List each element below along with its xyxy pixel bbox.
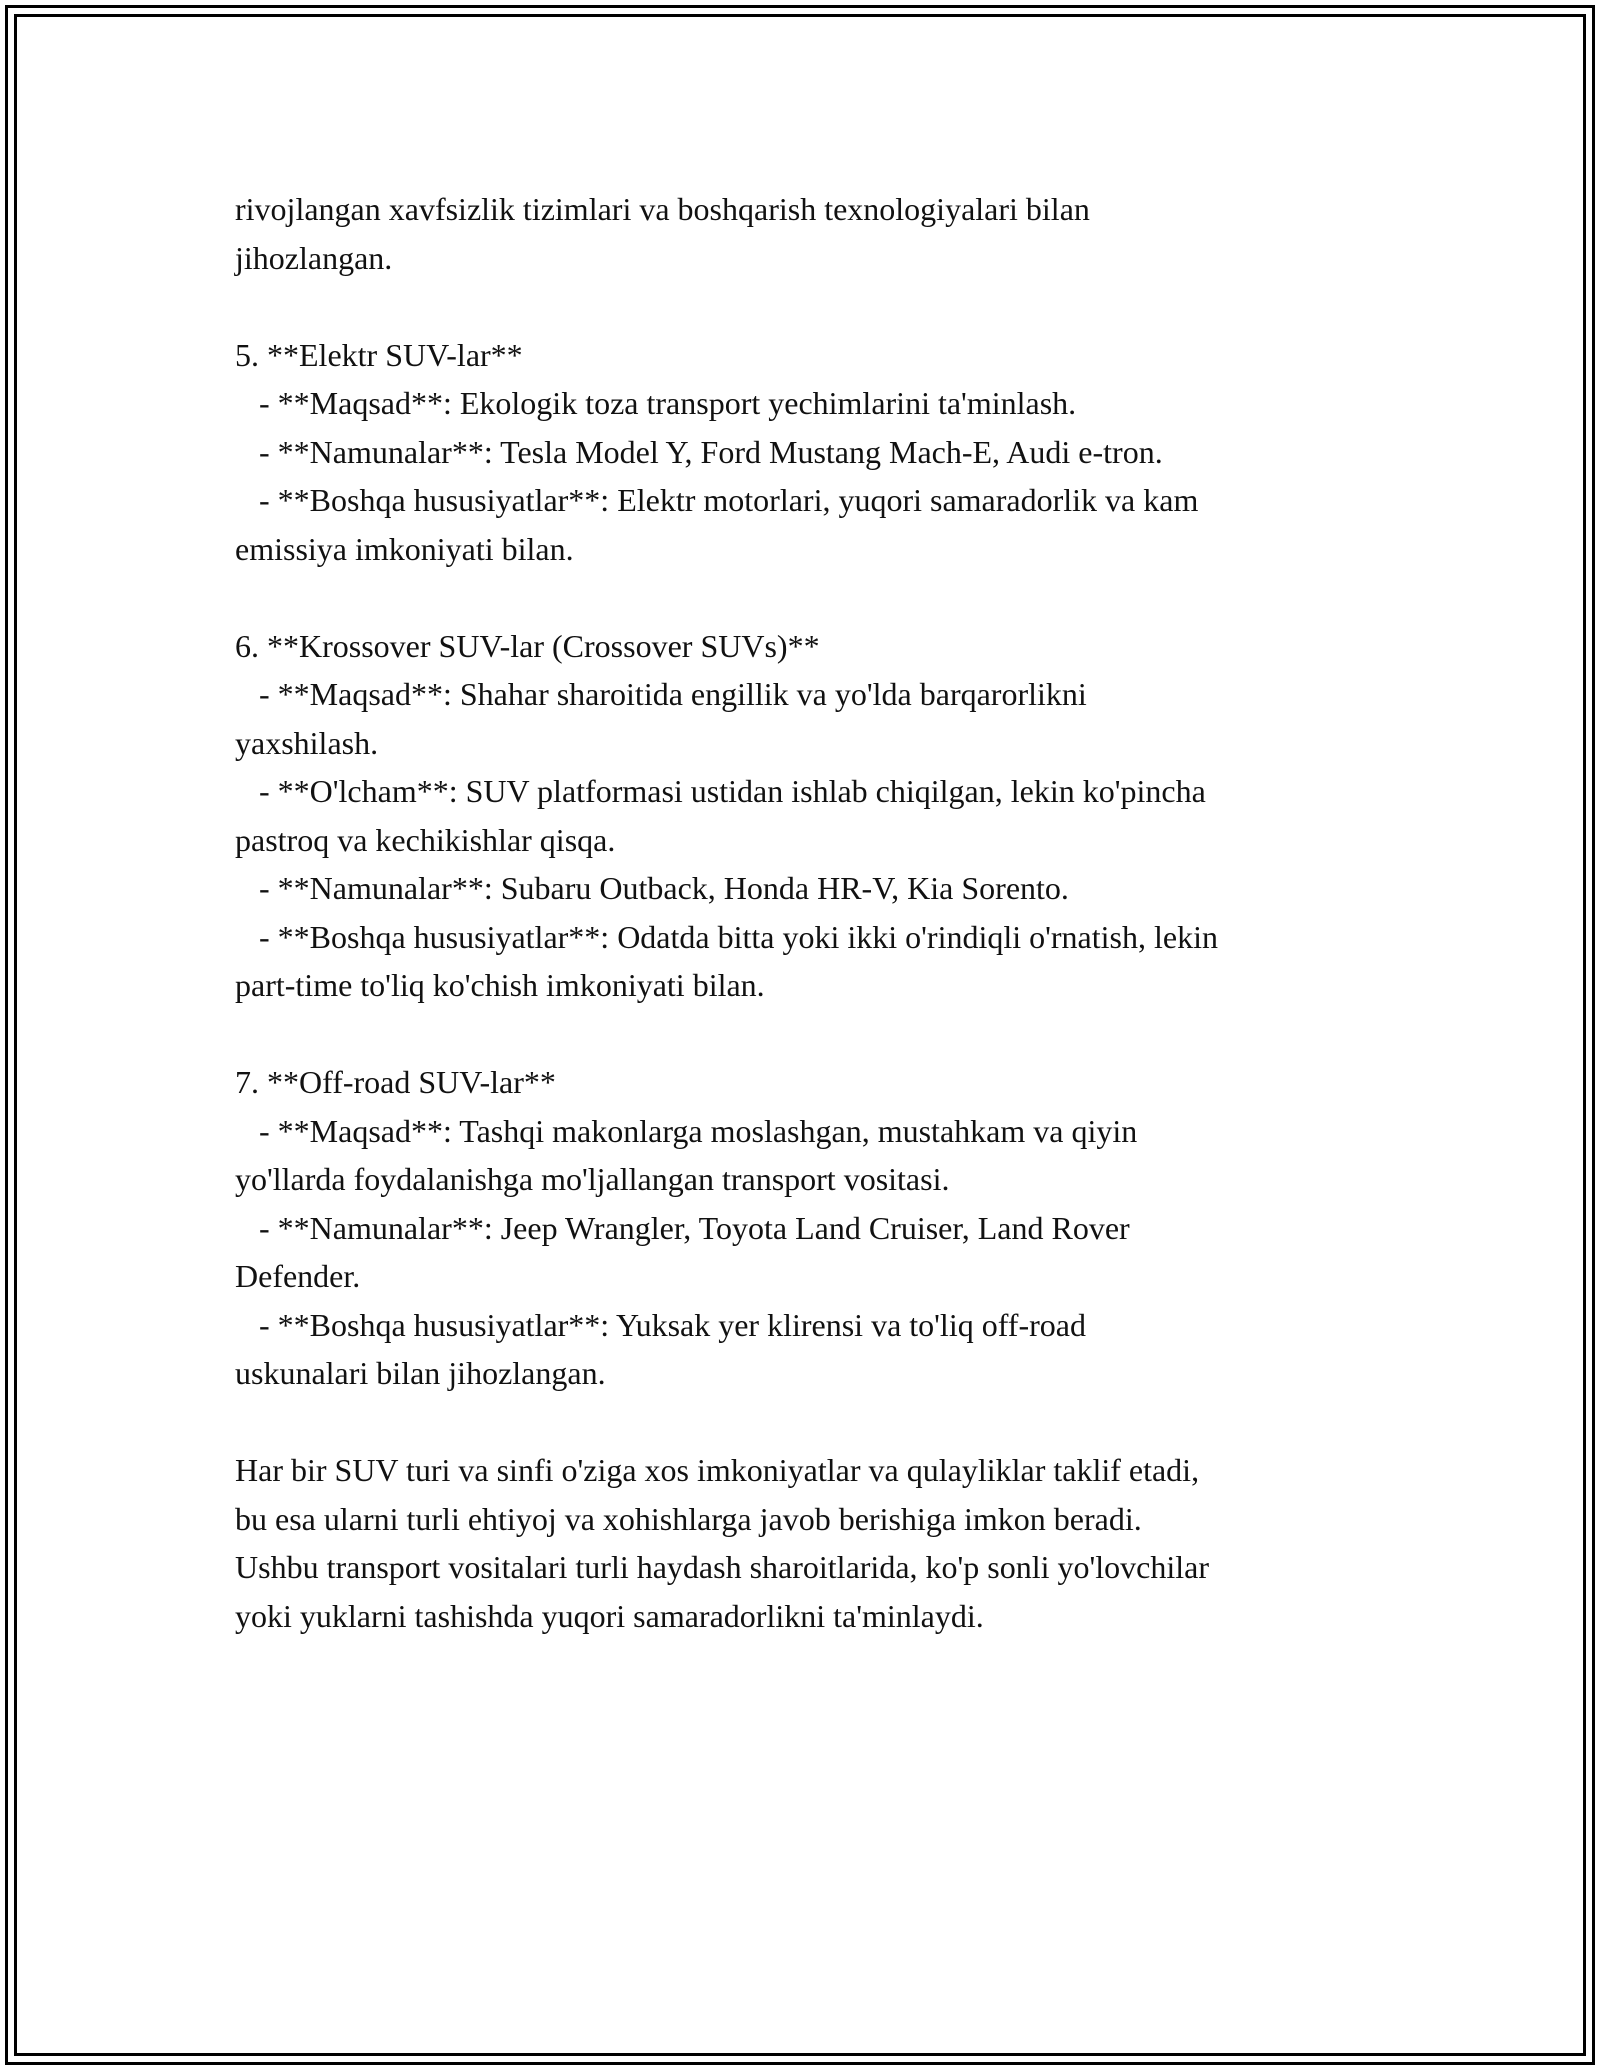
list-item: - **Namunalar**: Subaru Outback, Honda HR-V, Kia Sorento. [235,870,1069,906]
text-line: bu esa ularni turli ehtiyoj va xohishlarga javob berishiga imkon beradi. [235,1500,1142,1537]
paragraph-spacer [235,282,1405,331]
list-section-elektr-suv [235,331,1405,574]
closing-paragraph [235,1446,1405,1640]
list-item: - **Namunalar**: Jeep Wrangler, Toyota Land Cruiser, Land Rover [235,1209,1130,1246]
list-section-krossover-suv [235,622,1405,1010]
section-heading: 7. **Off-road SUV-lar** [235,1064,556,1100]
text-line: rivojlangan xavfsizlik tizimlari va boshqarish texnologiyalari bilan [235,191,1090,227]
text-line: Ushbu transport vositalari turli haydash sharoitlarida, ko'p sonli yo'lovchilar [235,1549,1210,1585]
text-line: emissiya imkoniyati bilan. [235,530,574,567]
paragraph-spacer [235,1398,1405,1447]
section-heading: 6. **Krossover SUV-lar (Crossover SUVs)** [235,627,820,664]
list-item: - **Boshqa hususiyatlar**: Odatda bitta yoki ikki o'rindiqli o'rnatish, lekin [235,918,1218,955]
text-line: jihozlangan. [235,239,393,276]
list-item: - **Maqsad**: Ekologik toza transport yechimlarini ta'minlash. [235,385,1077,421]
list-section-off-road-suv [235,1058,1405,1398]
list-item: - **Namunalar**: Tesla Model Y, Ford Mustang Mach-E, Audi e-tron. [235,433,1163,470]
list-item: - **Maqsad**: Shahar sharoitida engillik va yo'lda barqarorlikni [235,676,1087,712]
text-line: part-time to'liq ko'chish imkoniyati bilan. [235,967,765,1003]
paragraph-spacer [235,1010,1405,1059]
text-line: Defender. [235,1258,361,1294]
list-item: - **O'lcham**: SUV platformasi ustidan ishlab chiqilgan, lekin ko'pincha [235,773,1206,809]
section-heading: 5. **Elektr SUV-lar** [235,336,523,373]
list-item: - **Maqsad**: Tashqi makonlarga moslashgan, mustahkam va qiyin [235,1112,1138,1149]
document-body [235,185,1405,1640]
text-line: uskunalari bilan jihozlangan. [235,1355,606,1391]
paragraph [235,185,1405,282]
list-item: - **Boshqa hususiyatlar**: Yuksak yer klirensi va to'liq off-road [235,1306,1086,1343]
paragraph-spacer [235,573,1405,622]
text-line: yaxshilash. [235,724,379,761]
text-line: yoki yuklarni tashishda yuqori samaradorlikni ta'minlaydi. [235,1597,984,1634]
list-item: - **Boshqa hususiyatlar**: Elektr motorlari, yuqori samaradorlik va kam [235,482,1199,518]
text-line: pastroq va kechikishlar qisqa. [235,821,616,858]
text-line: yo'llarda foydalanishga mo'ljallangan transport vositasi. [235,1161,950,1197]
text-line: Har bir SUV turi va sinfi o'ziga xos imkoniyatlar va qulayliklar taklif etadi, [235,1452,1200,1488]
